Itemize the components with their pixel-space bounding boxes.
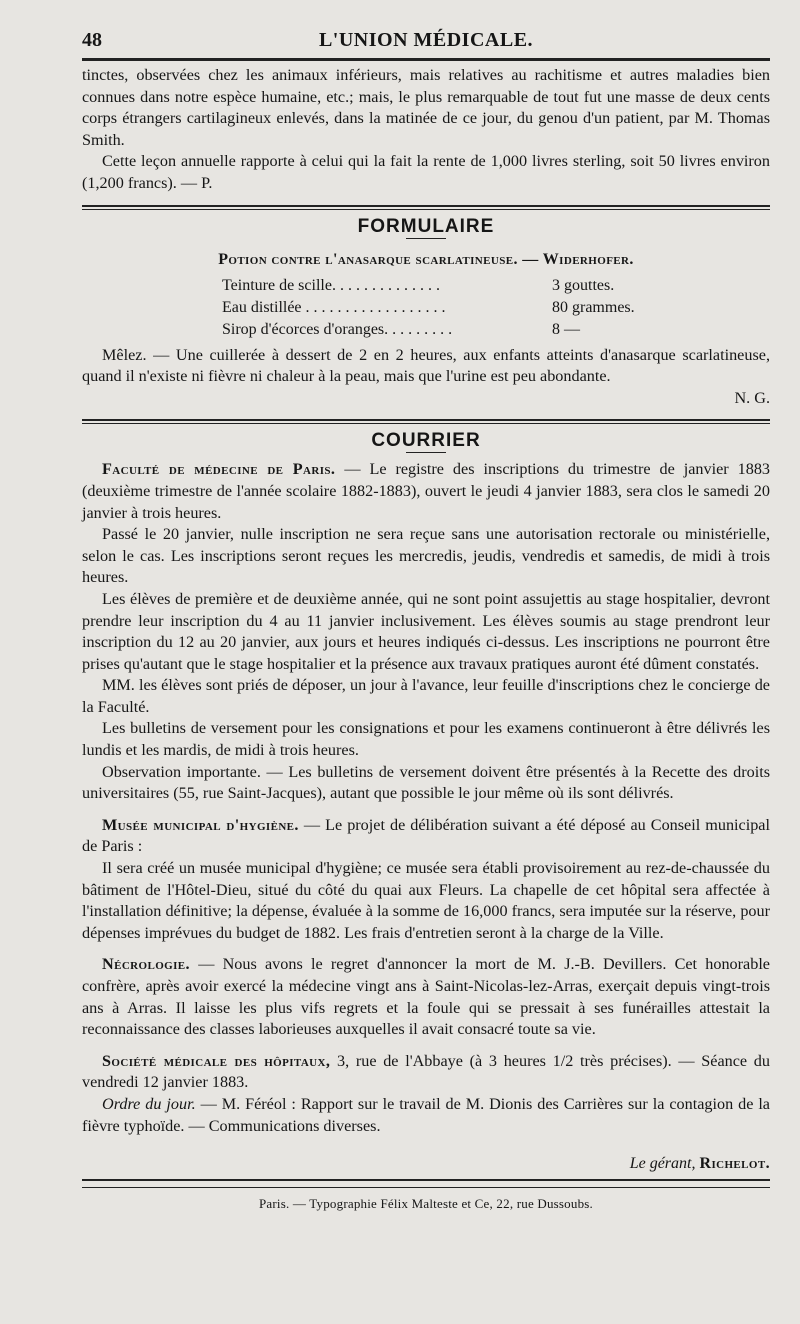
author-initials: N. G. — [734, 388, 770, 407]
article-text: — M. Féréol : Rapport sur le travail de M. Dionis des Carrières sur la contagion de la fièvre typhoïde. — Communications diverses. — [82, 1094, 770, 1135]
signature-name: Richelot. — [699, 1155, 770, 1173]
ingredient-row — [222, 297, 770, 319]
article-heading: Nécrologie. — [102, 955, 190, 974]
intro-section — [82, 65, 770, 195]
article-paragraph — [82, 459, 770, 524]
footer-rule — [82, 1187, 770, 1188]
section-divider — [82, 419, 770, 424]
article-paragraph: Les élèves de première et de deuxième année, qui ne sont point assujettis au stage hospitalier, devront prendre leur inscription du 4 au 11 janvier inclusivement. Les élèves soumis au stage prendront leur inscription du 12 au 20 janvier, aux jours et heures indiqués ci-dessus. Les inscriptions ne pourront être prises qu'autant que le stage hospitalier et la présence aux travaux pratiques auront été dûment constatés. — [82, 589, 770, 673]
signature-label: Le gérant, — [629, 1155, 696, 1173]
ingredient-name: Eau distillée . . . . . . . . . . . . . . . . . . — [222, 298, 446, 316]
footer-rule — [82, 1179, 770, 1181]
title-underline — [406, 238, 446, 239]
article-heading: Société médicale des hôpitaux, — [102, 1051, 331, 1070]
formulaire-section — [82, 216, 770, 410]
recipe-instructions: Mêlez. — Une cuillerée à dessert de 2 en 2 heures, aux enfants atteints d'anasarque scarlatineuse, quand il n'existe ni fièvre ni chaleur à la peau, mais que l'urine est peu abondante. — [82, 345, 770, 386]
running-title: L'UNION MÉDICALE. — [318, 29, 534, 51]
intro-paragraph: tinctes, observées chez les animaux inférieurs, mais relatives au rachitisme et autres maladies bien connues dans notre espèce humaine, etc.; mais, le plus remarquable de tout fut une masse de deux cents corps étrangers cartilagineux enlevés, dans la matinée de ce jour, du genou d'un patient, par M. Thomas Smith. — [82, 66, 770, 149]
section-divider — [82, 205, 770, 210]
header-rule — [82, 58, 770, 61]
article-text: — Le registre des inscriptions du trimestre de janvier 1883 (deuxième trimestre de l'année scolaire 1882-1883), ouvert le jeudi 4 janvier 1883, sera clos le samedi 20 janvier à trois heures. — [82, 460, 771, 522]
printer-imprint: Paris. — Typographie Félix Malteste et Ce, 22, rue Dussoubs. — [258, 1196, 593, 1212]
societe-article — [82, 1051, 770, 1137]
musee-article — [82, 815, 770, 945]
ingredient-quantity: 3 gouttes. — [552, 276, 615, 294]
ingredient-quantity: 80 grammes. — [552, 298, 635, 316]
article-text: — Le projet de délibération suivant a été déposé au Conseil municipal de Paris : — [82, 815, 770, 856]
article-heading: Musée municipal d'hygiène. — [102, 815, 299, 834]
article-text: — Nous avons le regret d'annoncer la mort de M. J.-B. Devillers. Cet honorable confrère, après avoir exercé la médecine vingt ans à Saint-Nicolas-lez-Arras, exerçait depuis vingt-trois ans à Arras. Il laisse les plus vifs regrets et la foule qui se pressait à ses funérailles attestait la reconnaissance des classes laborieuses auxquelles il avait consacré toute sa vie. — [82, 955, 770, 1039]
article-paragraph — [82, 954, 770, 1040]
article-paragraph: MM. les élèves sont priés de déposer, un jour à l'avance, leur feuille d'inscriptions chez le concierge de la Faculté. — [82, 676, 770, 716]
ingredient-list — [222, 275, 770, 341]
necrologie-article — [82, 954, 770, 1040]
page-header — [82, 0, 770, 52]
intro-paragraph: Cette leçon annuelle rapporte à celui qui la fait la rente de 1,000 livres sterling, soit 50 livres environ (1,200 francs). — P. — [82, 152, 770, 192]
faculte-article — [82, 459, 770, 805]
signature — [82, 1155, 770, 1173]
article-paragraph — [82, 815, 770, 858]
article-text: 3, rue de l'Abbaye (à 3 heures 1/2 très précises). — Séance du vendredi 12 janvier 1883. — [82, 1051, 770, 1092]
article-paragraph: Observation importante. — Les bulletins de versement doivent être présentés à la Recette des droits universitaires (55, rue Saint-Jacques), autant que possible le jour même où ils sont délivrés. — [82, 762, 770, 803]
section-title: COURRIER — [371, 430, 481, 452]
title-underline — [406, 452, 446, 453]
article-paragraph: Il sera créé un musée municipal d'hygiène; ce musée sera établi provisoirement au rez-de-chaussée du bâtiment de l'Hôtel-Dieu, situé du côté du quai aux Fleurs. La chapelle de cet hôpital sera affectée à l'installation définitive; la dépense, évaluée à la somme de 16,000 francs, sera imputée sur la réserve, pour dépenses imprévues du budget de 1882. Les frais d'entretien seront à la charge de la Ville. — [82, 859, 770, 942]
article-heading: Faculté de médecine de Paris. — [102, 460, 336, 479]
agenda-label: Ordre du jour. — [102, 1094, 196, 1113]
ingredient-row — [222, 275, 770, 297]
ingredient-name: Sirop d'écorces d'oranges. . . . . . . . . — [222, 320, 453, 338]
courrier-section — [82, 430, 770, 1137]
page-number: 48 — [82, 29, 102, 51]
section-title: FORMULAIRE — [357, 215, 495, 237]
article-paragraph — [82, 1094, 770, 1137]
article-paragraph: Passé le 20 janvier, nulle inscription ne sera reçue sans une autorisation rectorale ou ministérielle, selon le cas. Les inscriptions seront reçues les mercredis, jeudis, vendredis et samedis, de midi à trois heures. — [82, 525, 770, 587]
ingredient-row — [222, 319, 770, 341]
ingredient-name: Teinture de scille. . . . . . . . . . . . . . — [222, 276, 440, 294]
ingredient-quantity: 8 — — [552, 320, 580, 338]
recipe-title: Potion contre l'anasarque scarlatineuse. — Widerhofer. — [218, 250, 634, 268]
article-paragraph — [82, 1051, 770, 1094]
article-paragraph: Les bulletins de versement pour les consignations et pour les examens continueront à être délivrés les lundis et les mardis, de midi à trois heures. — [82, 719, 770, 760]
